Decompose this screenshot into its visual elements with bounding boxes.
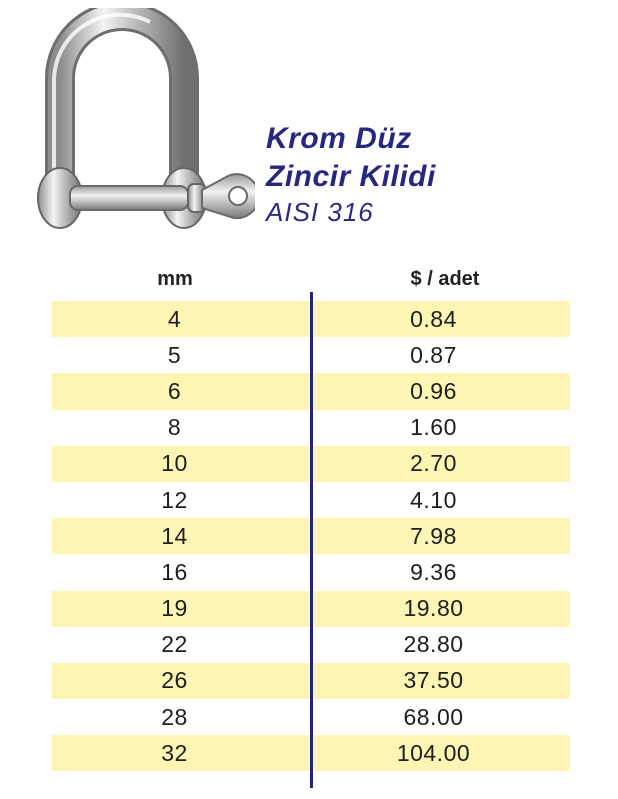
cell-price: 28.80 bbox=[403, 631, 464, 658]
product-title-block bbox=[266, 120, 436, 228]
cell-mm: 26 bbox=[161, 667, 188, 694]
cell-price: 4.10 bbox=[410, 486, 457, 513]
header-mm: mm bbox=[157, 268, 193, 290]
cell-mm: 22 bbox=[161, 631, 188, 658]
cell-price: 7.98 bbox=[410, 522, 457, 549]
cell-price: 9.36 bbox=[410, 558, 457, 585]
product-title-line1: Krom Düz bbox=[266, 122, 412, 155]
product-title-line2: Zincir Kilidi bbox=[266, 160, 436, 193]
cell-mm: 5 bbox=[167, 341, 182, 368]
cell-price: 0.87 bbox=[410, 341, 457, 368]
cell-mm: 6 bbox=[167, 377, 182, 404]
cell-mm: 10 bbox=[161, 450, 188, 477]
cell-mm: 4 bbox=[167, 305, 182, 332]
column-divider bbox=[310, 292, 313, 788]
price-table bbox=[52, 260, 570, 790]
cell-price: 0.84 bbox=[410, 305, 457, 332]
cell-mm: 16 bbox=[161, 558, 188, 585]
header-price: $ / adet bbox=[410, 268, 480, 290]
cell-price: 2.70 bbox=[410, 450, 457, 477]
cell-mm: 28 bbox=[161, 703, 188, 730]
cell-mm: 8 bbox=[167, 414, 182, 441]
cell-price: 0.96 bbox=[410, 377, 457, 404]
cell-price: 68.00 bbox=[403, 703, 464, 730]
cell-mm: 32 bbox=[161, 739, 188, 766]
cell-price: 19.80 bbox=[403, 595, 464, 622]
shackle-product-image bbox=[30, 8, 255, 236]
cell-price: 37.50 bbox=[403, 667, 464, 694]
cell-mm: 19 bbox=[161, 595, 188, 622]
cell-price: 104.00 bbox=[396, 739, 471, 766]
cell-mm: 14 bbox=[161, 522, 188, 549]
cell-price: 1.60 bbox=[410, 414, 457, 441]
cell-mm: 12 bbox=[161, 486, 188, 513]
product-subtitle: AISI 316 bbox=[266, 197, 374, 227]
